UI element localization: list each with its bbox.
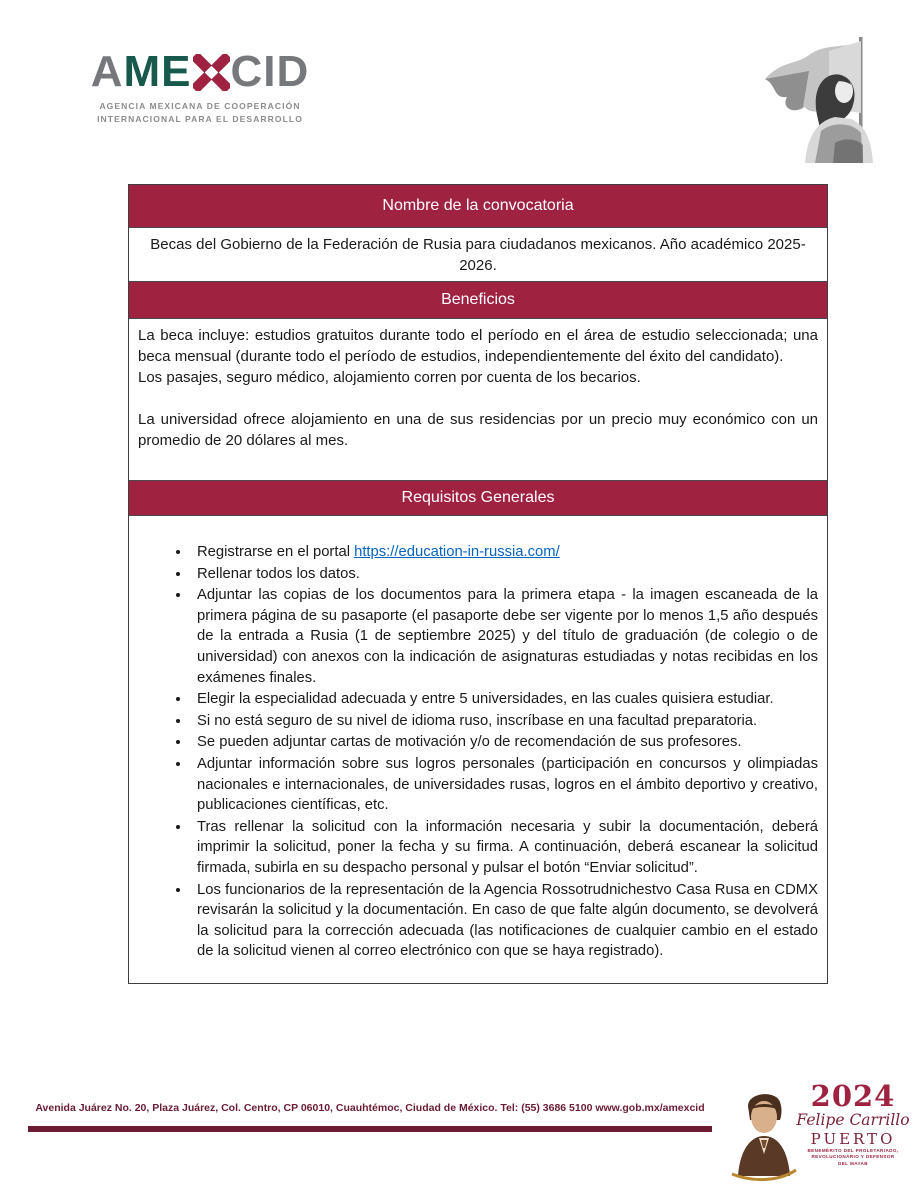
requisito-item-5: • Si no está seguro de su nivel de idioma ruso, inscríbase en una facultad preparatoria. [191,711,818,732]
requisito-item-6: • Se pueden adjuntar cartas de motivación y/o de recomendación de sus profesores. [191,732,818,753]
section-header-requisitos [129,480,827,516]
beneficios-body [129,319,827,480]
requisitos-body [129,516,827,983]
wordmark-a: A [90,47,124,96]
convocatoria-title-text: Becas del Gobierno de la Federación de Rusia para ciudadanos mexicanos. Año académico 2025-2026. [150,235,806,274]
requisito-item-9: • Los funcionarios de la representación de la Agencia Rossotrudnichestvo Casa Rusa en CDMX revisarán la solicitud y la documentación. En caso de que falte algún documento, se devolverá la solicitud para la corrección adecuada (las notificaciones de cualquier cambio en el estado de la solicitud vienen al correo electrónico con que se haya registrado). [191,880,818,962]
requisito-item-8: • Tras rellenar la solicitud con la información necesaria y subir la documentación, deberá imprimir la solicitud, poner la fecha y su firma. A continuación, deberá escanear la solicitud firmada, subirla en su despacho personal y pulsar el botón “Enviar solicitud”. [191,817,818,879]
convocatoria-title [129,228,827,281]
section-header-nombre [129,185,827,228]
seal-name-caps: PUERTO [810,1129,896,1148]
amexcid-logo [80,47,320,126]
amexcid-x-icon [193,54,230,91]
amexcid-wordmark [80,47,320,96]
footer-divider-bar [28,1126,712,1132]
seal-caption-line1: BENEMÉRITO DEL PROLETARIADO, [807,1147,899,1153]
section-header-beneficios-label: Beneficios [441,291,515,308]
requisito-item-3: • Adjuntar las copias de los documentos para la primera etapa - la imagen escaneada de la primera página de su pasaporte (el pasaporte debe ser vigente por lo menos 1,5 año después de la entrada a Rusia (1 de septiembre 2025) y del título de graduación (de colegio o de universidad) con anexos con la indicación de asignaturas estudiadas y notas recibidas en los exámenes finales. [191,585,818,688]
education-portal-link[interactable]: https://education-in-russia.com/ [354,544,560,560]
requisito-item-1 [191,542,818,563]
wordmark-me: ME [123,47,192,96]
requisito-item-1-text: Registrarse en el portal [197,544,355,560]
beneficios-paragraph-2: Los pasajes, seguro médico, alojamiento corren por cuenta de los becarios. [138,369,641,386]
section-header-nombre-label: Nombre de la convocatoria [382,197,574,214]
requisito-item-7: • Adjuntar información sobre sus logros personales (participación en concursos y olimpiadas nacionales e internacionales, de universidades rusas, logros en el ámbito deportivo y creativo, publicaciones científicas, etc. [191,754,818,816]
section-header-requisitos-label: Requisitos Generales [401,489,555,506]
requisito-item-2: • Rellenar todos los datos. [191,564,818,585]
seal-name-script: Felipe Carrillo [796,1111,910,1129]
tagline-line1: AGENCIA MEXICANA DE COOPERACIÓN [99,101,301,111]
requisitos-list [129,542,818,962]
wordmark-cid: CID [230,47,310,96]
seal-caption-line3: DEL MAYAB [838,1161,868,1167]
amexcid-tagline [80,100,320,126]
announcement-table [128,184,828,984]
seal-caption-line2: REVOLUCIONARIO Y DEFENSOR [811,1154,895,1160]
seal-year: 2024 [810,1079,896,1113]
beneficios-paragraph-1: La beca incluye: estudios gratuitos durante todo el período en el área de estudio seleccionada; una beca mensual (durante todo el período de estudios, independientemente del éxito del candidato). [138,327,818,365]
footer-address: Avenida Juárez No. 20, Plaza Juárez, Col. Centro, CP 06010, Cuauhtémoc, Ciudad de México. Tel: (55) 3686 5100 www.gob.mx/amexcid [35,1102,705,1114]
beneficios-paragraph-3: La universidad ofrece alojamiento en una de sus residencias por un precio muy económico con un promedio de 20 dólares al mes. [138,411,818,449]
year-2024-seal [788,1079,918,1168]
section-header-beneficios [129,281,827,319]
requisito-item-4: • Elegir la especialidad adecuada y entre 5 universidades, en las cuales quisiera estudiar. [191,689,818,710]
tagline-line2: INTERNACIONAL PARA EL DESARROLLO [97,114,303,125]
woman-with-flag-illustration [753,33,905,165]
